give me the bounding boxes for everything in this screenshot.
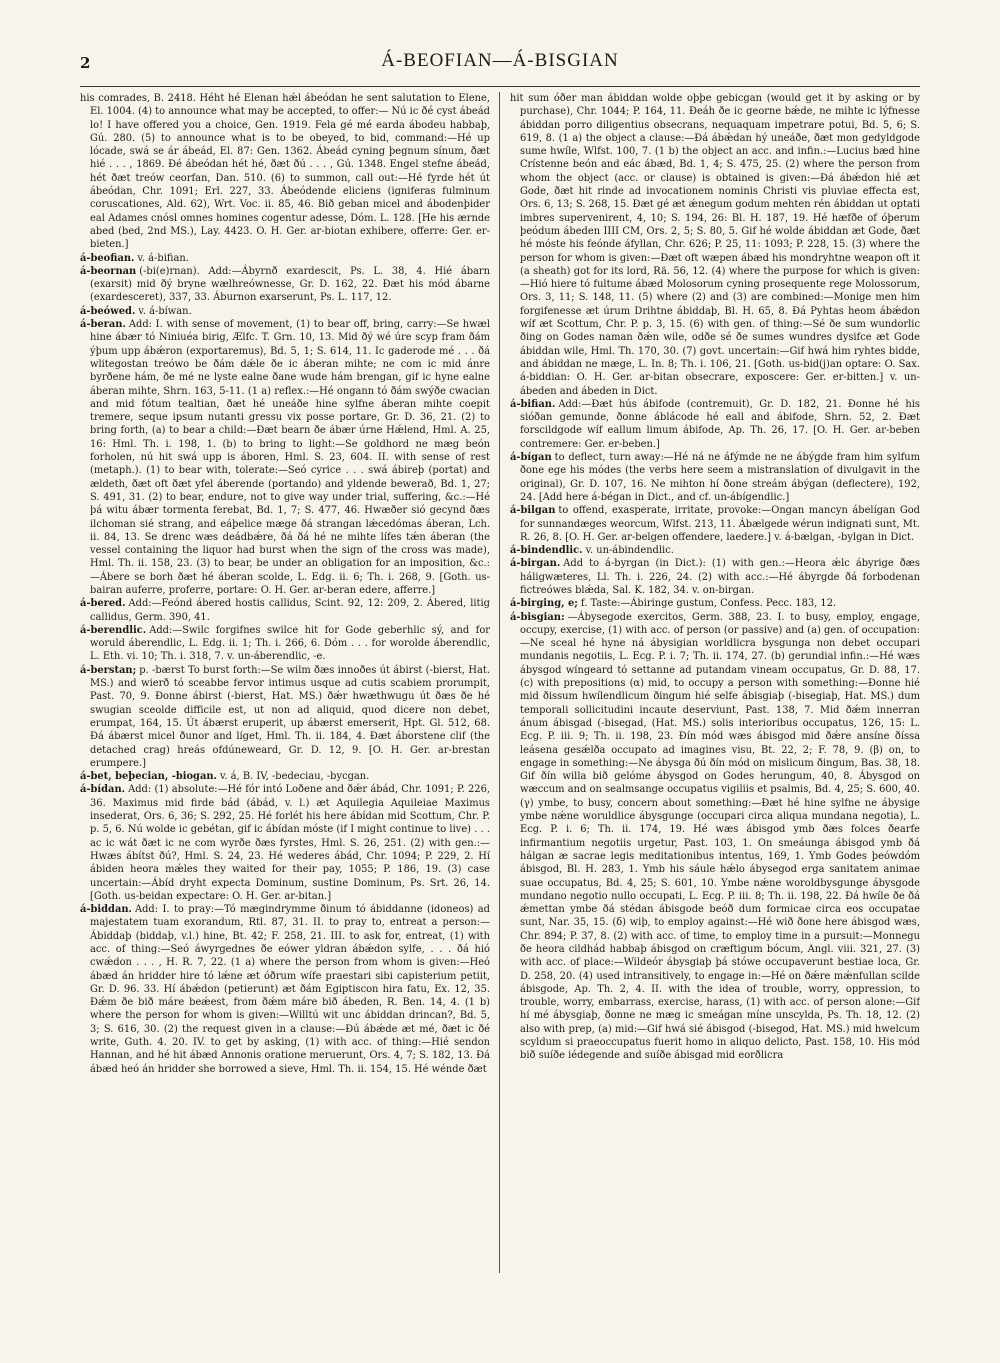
running-head: Á-BEOFIAN—Á-BISGIAN xyxy=(381,50,619,71)
entry-text: Add:—Feónd ábered hostis callidus, Scint. 92, 12: 209, 2. Ábered, litig callidus, Germ. 390, 41. xyxy=(90,598,490,623)
entry-headword: á-biddan. xyxy=(80,904,132,916)
entry-headword: á-bet, beþecian, -biogan. xyxy=(80,771,217,783)
dictionary-entry xyxy=(80,265,490,305)
entry-text: (-bi(e)rnan). Add:—Ábyrnð exardescit, Ps. L. 38, 4. Hié ábarn (exarsit) mid ðý bryne wælhreównesse, Gr. D. 162, 22. Ðæt his mód ábarne (exardesceret), 337, 33. Áburnon exarserunt, Ps. L. 117, 12. xyxy=(90,265,490,304)
entry-text: to deflect, turn away:—Hé ná ne áfýmde ne ne ábýgde fram him sylfum ðone ege his módes (the verbs here seem a mistranslation of divulgavit in the original), Gr. D. 107, 16. Ne mihton hí ðone streám ábýgan (deflectere), 192, 24. [Add here á-bégan in Dict., and cf. un-ábígendlic.] xyxy=(520,452,920,503)
entry-headword: á-berstan; xyxy=(80,664,137,676)
header-rule xyxy=(80,86,920,87)
entry-headword: á-bindendlic. xyxy=(510,545,583,557)
entry-text: —Ábysegode exercitos, Germ. 388, 23. I. to busy, employ, engage, occupy, exercise, (1) with acc. of person (or passive) and (a) gen. of occupation:—Ne sceal hé hyne ná ábysigian worldlicra bysgunga non debet occupari mundanis negotiis, L. Ecg. P. i. 7; Th. ii. 174, 27. (b) gerundial infin.:—Hé wæs ábysgod wíngeard tó settanne ad putandam vineam occupatus, Gr. D. 88, 17. (c) with prepositions (α) mid, to occupy a person with something:—Ðonne hié mid ðissum hwílendlicum ðingum hié selfe ábisgiaþ (-bisegiaþ, Hat. MS.) dum temporali sollicitudini incaute deserviunt, Past. 138, 7. Mid ðǽm innerran ánum ábisgad (-bisegad, (Hat. MS.) solis interioribus occupatus, 126, 15: L. Ecg. P. iii. 9; Th. ii. 198, 23. Ðín mód wæs ábisgod mid ðǽre ansíne ðíssa leásena gesǽlða occupato ad imagines visu, Bt. 22, 2; F. 78, 9. (β) on, to engage in something:—Ne ábysga ðú ðín mód on mislicum ðingum, Bas. 38, 18. Gif ðín willa bið gelóme ábysgod on Godes herungum, 40, 8. Ábysgod on wæccum and on sealmsange occupatus vigiliis et psalmis, Bd. 4, 25; S. 600, 40. (γ) ymbe, to busy, concern about something:—Ðæt hé hine sylfne ne ábysige ymbe nǽne woruldlice ábysgunge (occupari circa aliqua mundana negotia), L. Ecg. P. i. 6; Th. ii. 174, 19. Hé wæs ábisgod ymb ðæs folces ðearfe infirmantium negotiis urgetur, Past. 103, 1. On smeáunga ábisgod ymb ðá hálgan æ sacrae legis meditationibus intentus, 169, 1. Ymb Godes þeówdóm ábisgod, Bl. H. 283, 1. Ymb his sáule hǽlo ábysegod erga sanitatem animae suae occupatus, Bd. 4, 25; S. 601, 10. Ymbe nǽne woroldbysgunge ábysgode mundano negotio nullo occupati, L. Ecg. P. iii. 8; Th. ii. 198, 22. Ðá hwíle ðe ðá ǽmettan ymbe ðá stédan ábisgode beóð dum formicae circa eos occupatae sunt, Nar. 35, 15. (δ) wiþ, to employ against:—Hé wið ðone here ábisgod wæs, Chr. 894; P. 37, 8. (2) with acc. of time, to employ time in a pursuit:—Monnegu ðe heora cildhád habbaþ ábisgod on cræftigum bócum, Angl. viii. 321, 27. (3) with acc. of place:—Wildeór ábysgiaþ þá stówe occupaverunt bestiae loca, Gr. D. 258, 20. (4) used intransitively, to engage in:—Hé on ðǽre mǽnfullan scilde ábisgode, Ap. Th. 2, 4. II. with the idea of trouble, worry, oppression, to trouble, worry, embarrass, exercise, harass, (1) with acc. of person alone:—Gif hí mé ábysgiaþ, ðonne ne mæg ic smeágan míne unscylda, Ps. Th. 18, 12. (2) also with prep, (a) mid:—Gif hwá sié ábisgod (-bisegod, Hat. MS.) mid hwelcum scyldum si praeoccupatus fuerit homo in aliquo delicto, Past. 158, 10. His mód bið suíðe iédegende and suíðe ábisgad mid eorðlicra xyxy=(520,611,920,1062)
dictionary-entry xyxy=(510,611,920,1063)
entry-text: to offend, exasperate, irritate, provoke:—Ongan mancyn ábelígan God for sunnandæges weorcum, Wlfst. 213, 11. Ábælgede wérun indignati sunt, Mt. R. 26, 8. [O. H. Ger. ar-belgen offendere, laedere.] v. á-bælgan, -bylgan in Dict. xyxy=(520,505,920,543)
dictionary-entry xyxy=(510,504,920,544)
page-number: 2 xyxy=(80,54,91,72)
entry-text: v. á-bifian. xyxy=(137,252,189,264)
entry-text: v. un-ábindendlic. xyxy=(585,545,674,557)
entry-text: Add:—Swilc forgifnes swilce hit for Gode geberhlic sý, and for woruld áberendlic, L. Edg. ii. 1; Th. i. 266, 6. Dóm . . . for worolde áberendlic, L. Eth. vi. 10; Th. i. 318, 7. v. un-áberendlic, -e. xyxy=(90,624,490,663)
entry-text: his comrades, B. 2418. Héht hé Elenan hǽl ábeódan he sent salutation to Elene, El. 1004. (4) to announce what may be accepted, to offer:— Nú ic ðé cyst ábeád lo! I have offered you a choice, Gen. 1919. Fela gé mé earda ábodeu habbaþ, Gú. 280. (5) to announce what is to be obeyed, to bid, command:—Hé up lócade, swá se ár ábeád, El. 87: Gen. 1362. Ábeád cyning þegnum sínum, ðæt hié . . . , 1869. Ðé ábeódan hét hé, ðæt ðú . . . , Gú. 1348. Engel stefne ábeád, hét ðæt treów ceorfan, Dan. 510. (6) to summon, call out:—Hé fyrde hét út ábeódan, Chr. 1091; Erl. 227, 33. Ábeódende eliciens (igniferas fulminum coruscationes, Ald. 62), Wrt. Voc. ii. 85, 46. Bið geban micel and ábodenþider eal Adames cnósl omnes homines cogentur adesse, Dóm. L. 128. [He his ærnde abed (bed, 2nd MS.), Lay. 4423. O. H. Ger. ar-biotan exhibere, offerre: Ger. er-bieten.] xyxy=(80,93,490,251)
left-column xyxy=(80,92,490,1273)
dictionary-entry xyxy=(80,92,490,252)
dictionary-entry xyxy=(510,451,920,504)
dictionary-entry xyxy=(80,597,490,624)
column-divider xyxy=(499,92,500,1273)
entry-text: p. -bærst To burst forth:—Se wilm ðæs innoðes út ábirst (-bierst, Hat. MS.) and wierð tó sceabbe fervor intimus usque ad cutis scabiem prorumpit, Past. 70, 9. Ðonne ábirst (-bierst, Hat. MS.) ðǽr hwæthwugu út ðæs ðe hé swugian sceolde difficile est, ut non ad aliquid, quod dicere non debet, erumpat, 164, 15. Út ábærst eruperit, up ábærst emerserit, Hpt. Gl. 512, 68. Ðá ábærst micel ðunor and líget, Hml. Th. ii. 184, 4. Ðæt áborstene clif (the detached crag) hreás ofdúneweard, Gr. D. 12, 9. [O. H. Ger. ar-brestan erumpere.] xyxy=(90,664,490,769)
entry-headword: á-bifian. xyxy=(510,398,556,410)
entry-text: Add:—Ðæt hús ábifode (contremuit), Gr. D. 182, 21. Ðonne hé his sióðan gemunde, ðonne áblácode hé eall and ábifode, Shrn. 52, 2. Ðæt forscildgode wíf eallum limum ábifode, Ap. Th. 26, 17. [O. H. Ger. ar-beben contremere: Ger. er-beben.] xyxy=(520,398,920,450)
entry-headword: á-beornan xyxy=(80,265,137,277)
entry-text: Add: I. to pray:—Tó mægindrymme ðinum tó ábiddanne (idoneos) ad majestatem tuam exorandum, Rtl. 87, 31. II. to pray to, entreat a person:—Ábiddaþ (biddaþ, v.l.) hine, Bt. 42; F. 258, 21. III. to ask for, entreat, (1) with acc. of thing:—Seó áwyrgednes ðe eówer yldran ábǽdon sylfe, . . . ðá hió cwǽdon . . . , H. R. 7, 22. (1 a) where the person from whom is given:—Heó ábæd án hridder hire tó lǽne æt óðrum wífe praestari sibi capisterium petiit, Gr. D. 96. 33. Hí ábǽdon (petierunt) æt ðám Egiptiscon hira fatu, Ex. 12, 35. Ðǽm ðe bið máre beǽest, from ðǽm máre bið ábeden, R. Ben. 14, 4. (1 b) where the person for whom is given:—Willtú wit unc ábiddan drincan?, Bd. 5, 3; S. 616, 30. (2) the request given in a clause:—Ðú ábǽde æt mé, ðæt ic ðé write, Guth. 4. 20. IV. to get by asking, (1) with acc. of thing:—Hié sendon Hannan, and hé hit ábæd Annonis oratione meruerunt, Ors. 4, 7; S. 182, 13. Ðá ábæd heó án hridder she borrowed a sieve, Hml. Th. ii. 154, 15. Hé wénde ðæt xyxy=(90,904,490,1075)
entry-headword: á-birgan. xyxy=(510,558,561,570)
dictionary-entry xyxy=(80,252,490,265)
entry-headword: á-bídan. xyxy=(80,784,126,796)
dictionary-entry xyxy=(80,305,490,318)
entry-headword: á-beran. xyxy=(80,319,126,331)
dictionary-entry xyxy=(510,557,920,597)
dictionary-entry xyxy=(80,903,490,1076)
entry-headword: á-beówed. xyxy=(80,305,136,317)
dictionary-entry xyxy=(510,92,920,398)
dictionary-columns xyxy=(80,92,920,1273)
dictionary-entry xyxy=(80,624,490,664)
entry-headword: á-bilgan xyxy=(510,505,556,517)
entry-text: f. Taste:—Ábiringe gustum, Confess. Pecc. 183, 12. xyxy=(580,598,837,610)
entry-text: Add to á-byrgan (in Dict.): (1) with gen.:—Heora ǽlc ábyrige ðæs háligwæteres, Ll. Th. i. 226, 24. (2) with acc.:—Hé ábyrgde ðá forbodenan fictreówes blǽda, Sal. K. 182, 34. v. on-birgan. xyxy=(520,558,920,596)
entry-headword: á-bered. xyxy=(80,598,126,610)
right-column xyxy=(510,92,920,1273)
dictionary-entry xyxy=(510,544,920,557)
entry-headword: á-beofian. xyxy=(80,252,135,264)
entry-text: Add: I. with sense of movement, (1) to bear off, bring, carry:—Se hwæl hine ábær tó Niniuéa birig, Ælfc. T. Grn. 10, 13. Mid ðý wé úre scyp fram ðám ýþum upp ábǽron (exportaremus), Bd. 5, 1; S. 614, 11. Ic gaderode mé . . . ðá wlitegostan treówo be ðám dǽle ðe ic áberan mihte; ne com ic mid ánre byrðene hám, ðe mé ne lyste ealne ðane wude hám brengan, gif ic hyne ealne áberan mihte, Shrn. 163, 5-11. (1 a) reflex.:—Hé ongann tó ðám swýðe cwacian and mid fótum tealtian, ðæt hé uneáðe hine sylfne áberan mihte coepit tremere, seque ipsum nutanti gressu vix posse portare, Gr. D. 36, 21. (2) to bring forth, (a) to bear a child:—Ðæt bearn ðe ábær úrne Hǽlend, Hml. A. 25, 16: Hml. Th. i. 198, 1. (b) to bring to light:—Se goldhord ne mæg beón forholen, nú hit swá upp is áboren, Hml. S. 23, 604. II. with sense of rest (metaph.). (1) to bear with, tolerate:—Seó cyrice . . . swá ábireþ (portat) and ældeth, ðæt oft ðæt yfel áberende (portando) and yldende bewerað, Bd. 1, 27; S. 491, 31. (2) to bear, endure, not to give way under trial, suffering, &c.:—Hé þá witu ábær tormenta ferebat, Bd. 1, 7; S. 477, 46. Hwæðer sió gecynd ðæs ilchoman sié strang, and eáþelice mæge ðá strangan lǽcedómas áberan, Lch. ii. 84, 13. Se drenc wæs deádbǽre, ðá ðá hé ne mihte lífes tǽn áberan (the vessel containing the liquor had burst when the sign of the cross was made), Hml. Th. ii. 158, 23. (3) to bear, be under an obligation for an imposition, &c.:—Ábere se borh ðæt hé áberan scolde, L. Edg. ii. 6; Th. i. 268, 9. [Goth. us-bairan auferre, proferre, portare: O. H. Ger. ar-beran edere, afferre.] xyxy=(90,319,490,596)
entry-headword: á-berendlic. xyxy=(80,624,147,636)
page-header xyxy=(80,50,920,80)
dictionary-entry xyxy=(80,318,490,597)
dictionary-entry xyxy=(80,783,490,903)
entry-text: v. á, B. IV, -bedeciau, -bycgan. xyxy=(219,771,370,783)
entry-headword: á-birging, e; xyxy=(510,598,578,610)
dictionary-entry xyxy=(510,398,920,451)
entry-text: v. á-bíwan. xyxy=(138,305,192,317)
entry-headword: á-bisgian: xyxy=(510,611,565,623)
dictionary-entry xyxy=(80,664,490,770)
entry-headword: á-bígan xyxy=(510,452,552,464)
dictionary-entry xyxy=(80,770,490,783)
entry-text: hit sum óðer man ábiddan wolde oþþe gebicgan (would get it by asking or by purchase), Chr. 1044; P. 164, 11. Ðeáh ðe ic georne bǽde, ne mihte ic lýfnesse ábiddan porro diligentius obsecrans, nequaquam impetrare potui, Bd. 5, 6; S. 619, 8. (1 a) the object a clause:—Ðá ábǽdan hý uneáðe, ðæt mon gedyldgode sume hwíle, Wlfst. 100, 7. (1 b) the object an acc. and infin.:—Lucius bæd hine Crístenne beón and eác ábæd, Bd. 1, 4; S. 475, 25. (2) where the person from whom the object (acc. or clause) is obtained is given:—Ðá ábǽdon hié æt Gode, ðæt hit rinde ad invocationem nominis Christi vis pluviae effecta est, Ors. 6, 13; S. 268, 15. Ðæt gé æt ǽnegum godum mehten rén ábiddan ut optati imbres supervenirent, 4, 10; S. 194, 26: Bl. H. 187, 19. Hé hæfðe of óþerum þeódum ábeden IIII CM, Ors. 2, 5; S. 80, 5. Gif hé wolde ábiddan æt Gode, ðæt hé móste his feónde áfyllan, Chr. 626; P. 25, 11: 1093; P. 228, 15. (3) where the person for whom is given:—Ðæt oft wæpen ábæd his mondryhtne weapon oft it (a sheath) got for its lord, Rä. 56, 12. (4) where the purpose for which is given:—Hió hiere tó fultume ábæd Molosorum cyning prosequente rege Molossorum, Ors. 3, 11; S. 148, 11. (5) where (2) and (3) are combined:—Monige men him forgifenesse æt úrum Drihtne ábiddaþ, Bl. H. 65, 8. Ðá Pyhtas heom ábǽdon wíf æt Scottum, Chr. P. p. 3, 15. (6) with gen. of thing:—Sé ðe sum wundorlic ðing on Godes naman ðǽn wile, odðe sé ðe sumes wundres dysifce æt Gode ábiddan wile, Hml. Th. 170, 30. (7) govt. uncertain:—Gif hwá him ryhtes bidde, and ábiddan ne mæge, L. In. 8; Th. i. 106, 21. [Goth. us-bid(j)an optare: O. Sax. á-biddian: O. H. Ger. ar-bitan obsecrare, exposcere: Ger. er-bitten.] v. un-ábeden and ábeden in Dict. xyxy=(510,93,920,397)
entry-text: Add: (1) absolute:—Hé fór intó Loðene and ðǽr ábád, Chr. 1091; P. 226, 36. Maximus mid firde bád (ábád, v. l.) æt Aquilegia Aquileiae Maximus insederat, Ors. 6, 36; S. 292, 25. Hé forlét his here ábídan mid Scottum, Chr. P. p. 5, 6. Nú wolde ic gebétan, gif ic ábídan móste (if I might continue to live) . . . ac ic wát ðæt ic ne com wyrðe ðæs fyrstes, Hml. S. 26, 251. (2) with gen.:—Hwæs ábítst ðú?, Hml. S. 24, 23. Hé wederes ábád, Chr. 1094; P. 229, 2. Hí ábiden heora mǽles they waited for their pay, 1055; P. 186, 19. (3) case uncertain:—Ábíd dryht expecta Dominum, sustine Dominum, Ps. Srt. 26, 14. [Goth. us-beidan expectare: O. H. Ger. ar-bitan.] xyxy=(90,784,490,902)
dictionary-entry xyxy=(510,597,920,610)
